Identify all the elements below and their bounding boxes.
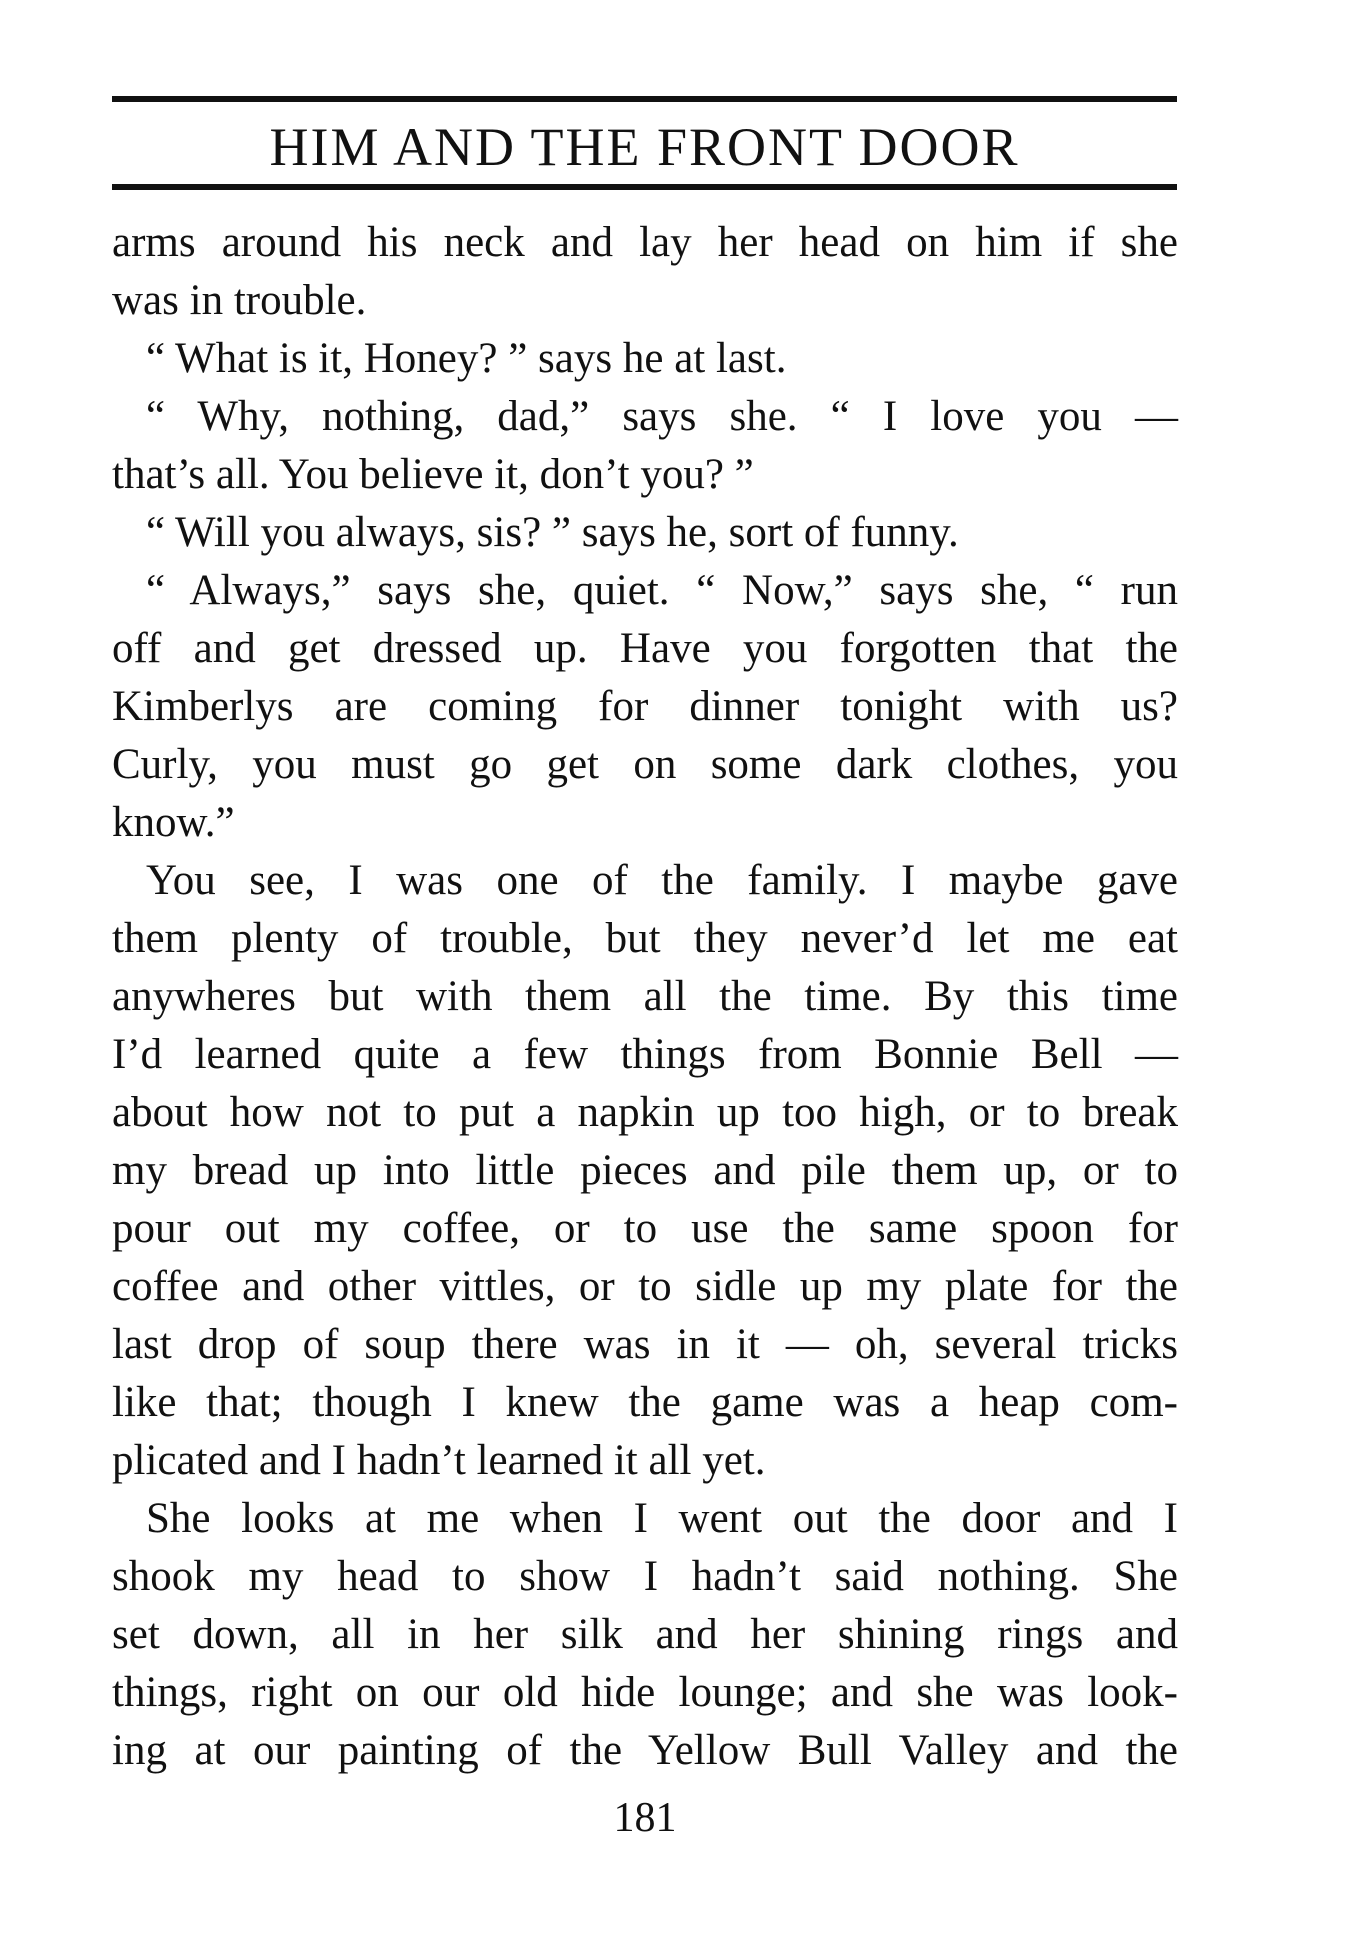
header-top-rule bbox=[112, 96, 1177, 102]
text-line: them plenty of trouble, but they never’d let me eat bbox=[112, 915, 1178, 962]
text-line: shook my head to show I hadn’t said nothing. She bbox=[112, 1553, 1178, 1600]
text-line: last drop of soup there was in it — oh, several tricks bbox=[112, 1321, 1178, 1368]
text-line: arms around his neck and lay her head on him if she bbox=[112, 219, 1178, 266]
text-line: You see, I was one of the family. I maybe gave bbox=[146, 857, 1178, 904]
running-head-title: HIM AND THE FRONT DOOR bbox=[269, 117, 1020, 177]
text-line: pour out my coffee, or to use the same spoon for bbox=[112, 1205, 1178, 1252]
text-line: She looks at me when I went out the door and I bbox=[146, 1495, 1178, 1542]
page-number: 181 bbox=[613, 1795, 677, 1841]
text-line: Curly, you must go get on some dark clothes, you bbox=[112, 741, 1178, 788]
text-line: about how not to put a napkin up too high, or to break bbox=[112, 1089, 1178, 1136]
text-line: ing at our painting of the Yellow Bull Valley and the bbox=[112, 1727, 1178, 1774]
text-line: my bread up into little pieces and pile them up, or to bbox=[112, 1147, 1178, 1194]
text-line: “ Why, nothing, dad,” says she. “ I love you — bbox=[146, 393, 1178, 440]
text-line: that’s all. You believe it, don’t you? ” bbox=[112, 451, 754, 498]
header-bottom-rule bbox=[112, 184, 1177, 190]
text-line: Kimberlys are coming for dinner tonight with us? bbox=[112, 683, 1178, 730]
text-line: things, right on our old hide lounge; and she was look- bbox=[112, 1669, 1178, 1716]
text-line: “ Always,” says she, quiet. “ Now,” says she, “ run bbox=[146, 567, 1178, 614]
text-line: coffee and other vittles, or to sidle up my plate for the bbox=[112, 1263, 1178, 1310]
text-line: was in trouble. bbox=[112, 277, 367, 324]
text-line: “ Will you always, sis? ” says he, sort of funny. bbox=[146, 509, 959, 556]
text-line: off and get dressed up. Have you forgotten that the bbox=[112, 625, 1178, 672]
text-line: like that; though I knew the game was a heap com- bbox=[112, 1379, 1178, 1426]
text-line: anywheres but with them all the time. By this time bbox=[112, 973, 1178, 1020]
text-line: know.” bbox=[112, 799, 235, 846]
text-line: I’d learned quite a few things from Bonnie Bell — bbox=[112, 1031, 1178, 1078]
text-line: “ What is it, Honey? ” says he at last. bbox=[146, 335, 787, 382]
text-line: plicated and I hadn’t learned it all yet. bbox=[112, 1437, 766, 1484]
text-line: set down, all in her silk and her shining rings and bbox=[112, 1611, 1178, 1658]
body-text bbox=[112, 214, 1178, 1780]
